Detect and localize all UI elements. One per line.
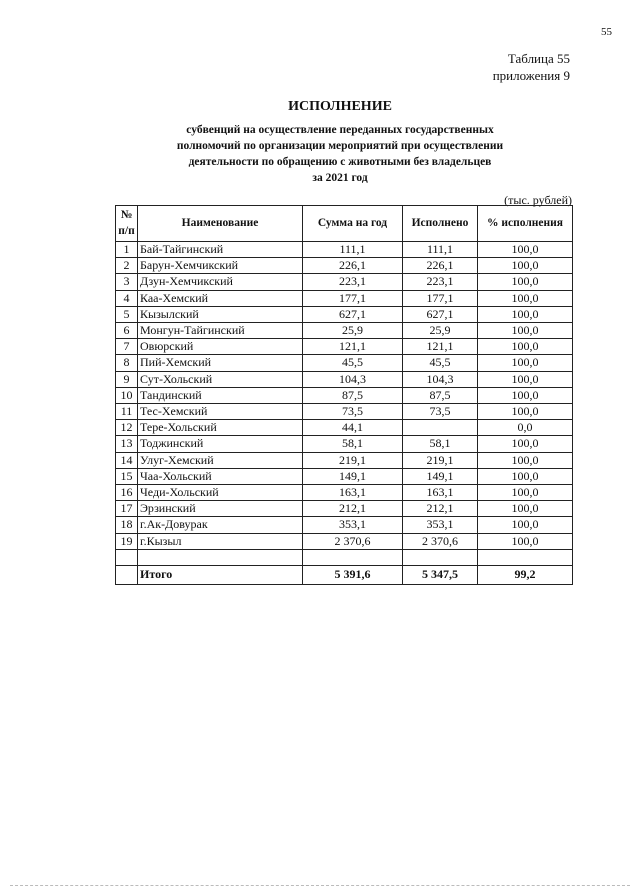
- row-number: 11: [116, 404, 138, 420]
- spacer-cell: [138, 549, 303, 565]
- header-number-pp: п/п: [118, 224, 135, 237]
- row-number: 1: [116, 242, 138, 258]
- scan-edge-line: [10, 885, 630, 886]
- row-sum: 45,5: [303, 355, 403, 371]
- row-done: 212,1: [403, 501, 478, 517]
- spacer-cell: [303, 549, 403, 565]
- row-done: 111,1: [403, 242, 478, 258]
- spacer-cell: [478, 549, 573, 565]
- row-number: 13: [116, 436, 138, 452]
- total-label: Итого: [138, 565, 303, 584]
- table-ref-line1: Таблица 55: [507, 51, 570, 66]
- row-done: 353,1: [403, 517, 478, 533]
- table-row: [116, 404, 573, 420]
- row-sum: 87,5: [303, 387, 403, 403]
- table-row: [116, 517, 573, 533]
- row-sum: 219,1: [303, 452, 403, 468]
- table-row: [116, 339, 573, 355]
- document-subtitle: [0, 122, 640, 186]
- table-row: [116, 468, 573, 484]
- row-name: Эрзинский: [138, 501, 303, 517]
- row-number: 7: [116, 339, 138, 355]
- row-done: 25,9: [403, 323, 478, 339]
- row-pct: 100,0: [478, 306, 573, 322]
- row-name: Дзун-Хемчикский: [138, 274, 303, 290]
- row-done: 163,1: [403, 485, 478, 501]
- header-number-sign: №: [120, 209, 133, 222]
- row-pct: 100,0: [478, 339, 573, 355]
- table-row: [116, 323, 573, 339]
- table-row: [116, 274, 573, 290]
- row-sum: 149,1: [303, 468, 403, 484]
- row-name: г.Кызыл: [138, 533, 303, 549]
- row-pct: 100,0: [478, 242, 573, 258]
- row-number: 9: [116, 371, 138, 387]
- row-sum: 2 370,6: [303, 533, 403, 549]
- row-done: 223,1: [403, 274, 478, 290]
- row-number: 5: [116, 306, 138, 322]
- row-sum: 163,1: [303, 485, 403, 501]
- row-done: 73,5: [403, 404, 478, 420]
- header-number: [116, 206, 138, 242]
- row-sum: 353,1: [303, 517, 403, 533]
- spacer-cell: [403, 549, 478, 565]
- row-sum: 25,9: [303, 323, 403, 339]
- row-pct: 100,0: [478, 371, 573, 387]
- row-pct: 100,0: [478, 485, 573, 501]
- row-name: Сут-Хольский: [138, 371, 303, 387]
- row-number: 14: [116, 452, 138, 468]
- row-done: 219,1: [403, 452, 478, 468]
- row-name: Монгун-Тайгинский: [138, 323, 303, 339]
- row-sum: 111,1: [303, 242, 403, 258]
- row-name: Барун-Хемчикский: [138, 258, 303, 274]
- table-spacer-row: [116, 549, 573, 565]
- table-row: [116, 258, 573, 274]
- subtitle-line: деятельности по обращению с животными без владельцев: [188, 156, 492, 168]
- row-done: 121,1: [403, 339, 478, 355]
- table-row: [116, 290, 573, 306]
- row-done: 87,5: [403, 387, 478, 403]
- row-number: 19: [116, 533, 138, 549]
- row-sum: 73,5: [303, 404, 403, 420]
- row-number: 4: [116, 290, 138, 306]
- table-row: [116, 452, 573, 468]
- row-name: Тере-Хольский: [138, 420, 303, 436]
- row-pct: 100,0: [478, 323, 573, 339]
- units-label: (тыс. рублей): [504, 193, 572, 207]
- row-sum: 223,1: [303, 274, 403, 290]
- row-name: Чаа-Хольский: [138, 468, 303, 484]
- row-done: 2 370,6: [403, 533, 478, 549]
- row-pct: 100,0: [478, 452, 573, 468]
- row-number: 6: [116, 323, 138, 339]
- table-header-row: [116, 206, 573, 242]
- row-name: Тоджинский: [138, 436, 303, 452]
- header-done: Исполнено: [403, 206, 478, 242]
- row-number: 18: [116, 517, 138, 533]
- header-pct: % исполнения: [478, 206, 573, 242]
- row-pct: 100,0: [478, 501, 573, 517]
- row-name: Овюрский: [138, 339, 303, 355]
- table-row: [116, 436, 573, 452]
- row-sum: 226,1: [303, 258, 403, 274]
- row-done: 58,1: [403, 436, 478, 452]
- row-number: 17: [116, 501, 138, 517]
- table-total-row: [116, 565, 573, 584]
- row-sum: 44,1: [303, 420, 403, 436]
- row-pct: 100,0: [478, 404, 573, 420]
- table-row: [116, 533, 573, 549]
- table-row: [116, 501, 573, 517]
- row-pct: 100,0: [478, 355, 573, 371]
- subtitle-line: полномочий по организации мероприятий при осуществлении: [176, 140, 504, 152]
- row-name: Тес-Хемский: [138, 404, 303, 420]
- row-sum: 212,1: [303, 501, 403, 517]
- row-number: 8: [116, 355, 138, 371]
- row-pct: 0,0: [478, 420, 573, 436]
- table-row: [116, 355, 573, 371]
- table-row: [116, 485, 573, 501]
- row-number: 15: [116, 468, 138, 484]
- table-row: [116, 371, 573, 387]
- row-pct: 100,0: [478, 533, 573, 549]
- table-row: [116, 387, 573, 403]
- total-done: 5 347,5: [403, 565, 478, 584]
- row-done: 149,1: [403, 468, 478, 484]
- row-number: 12: [116, 420, 138, 436]
- table-ref-line2: приложения 9: [492, 68, 570, 83]
- row-name: Бай-Тайгинский: [138, 242, 303, 258]
- row-sum: 121,1: [303, 339, 403, 355]
- row-name: Тандинский: [138, 387, 303, 403]
- table-row: [116, 242, 573, 258]
- row-number: 2: [116, 258, 138, 274]
- table-row: [116, 306, 573, 322]
- row-pct: 100,0: [478, 517, 573, 533]
- subtitle-line: субвенций на осуществление переданных государственных: [186, 124, 494, 136]
- row-pct: 100,0: [478, 274, 573, 290]
- row-done: [403, 420, 478, 436]
- row-done: 177,1: [403, 290, 478, 306]
- row-done: 226,1: [403, 258, 478, 274]
- total-pct: 99,2: [478, 565, 573, 584]
- row-name: Пий-Хемский: [138, 355, 303, 371]
- row-name: Каа-Хемский: [138, 290, 303, 306]
- header-name: Наименование: [138, 206, 303, 242]
- row-name: Кызылский: [138, 306, 303, 322]
- execution-table: [115, 205, 573, 585]
- row-pct: 100,0: [478, 258, 573, 274]
- row-pct: 100,0: [478, 468, 573, 484]
- row-number: 10: [116, 387, 138, 403]
- total-sum: 5 391,6: [303, 565, 403, 584]
- subtitle-line: за 2021 год: [312, 172, 368, 184]
- row-name: Улуг-Хемский: [138, 452, 303, 468]
- spacer-cell: [116, 549, 138, 565]
- row-pct: 100,0: [478, 387, 573, 403]
- row-number: 16: [116, 485, 138, 501]
- table-reference: [493, 50, 570, 84]
- row-name: Чеди-Хольский: [138, 485, 303, 501]
- table-row: [116, 420, 573, 436]
- row-sum: 104,3: [303, 371, 403, 387]
- row-done: 627,1: [403, 306, 478, 322]
- row-sum: 177,1: [303, 290, 403, 306]
- row-number: 3: [116, 274, 138, 290]
- header-sum: Сумма на год: [303, 206, 403, 242]
- row-done: 45,5: [403, 355, 478, 371]
- row-sum: 627,1: [303, 306, 403, 322]
- row-pct: 100,0: [478, 290, 573, 306]
- row-name: г.Ак-Довурак: [138, 517, 303, 533]
- table-body: [116, 242, 573, 585]
- page-number: 55: [601, 26, 612, 38]
- row-sum: 58,1: [303, 436, 403, 452]
- total-number: [116, 565, 138, 584]
- row-done: 104,3: [403, 371, 478, 387]
- row-pct: 100,0: [478, 436, 573, 452]
- document-title: ИСПОЛНЕНИЕ: [288, 99, 392, 114]
